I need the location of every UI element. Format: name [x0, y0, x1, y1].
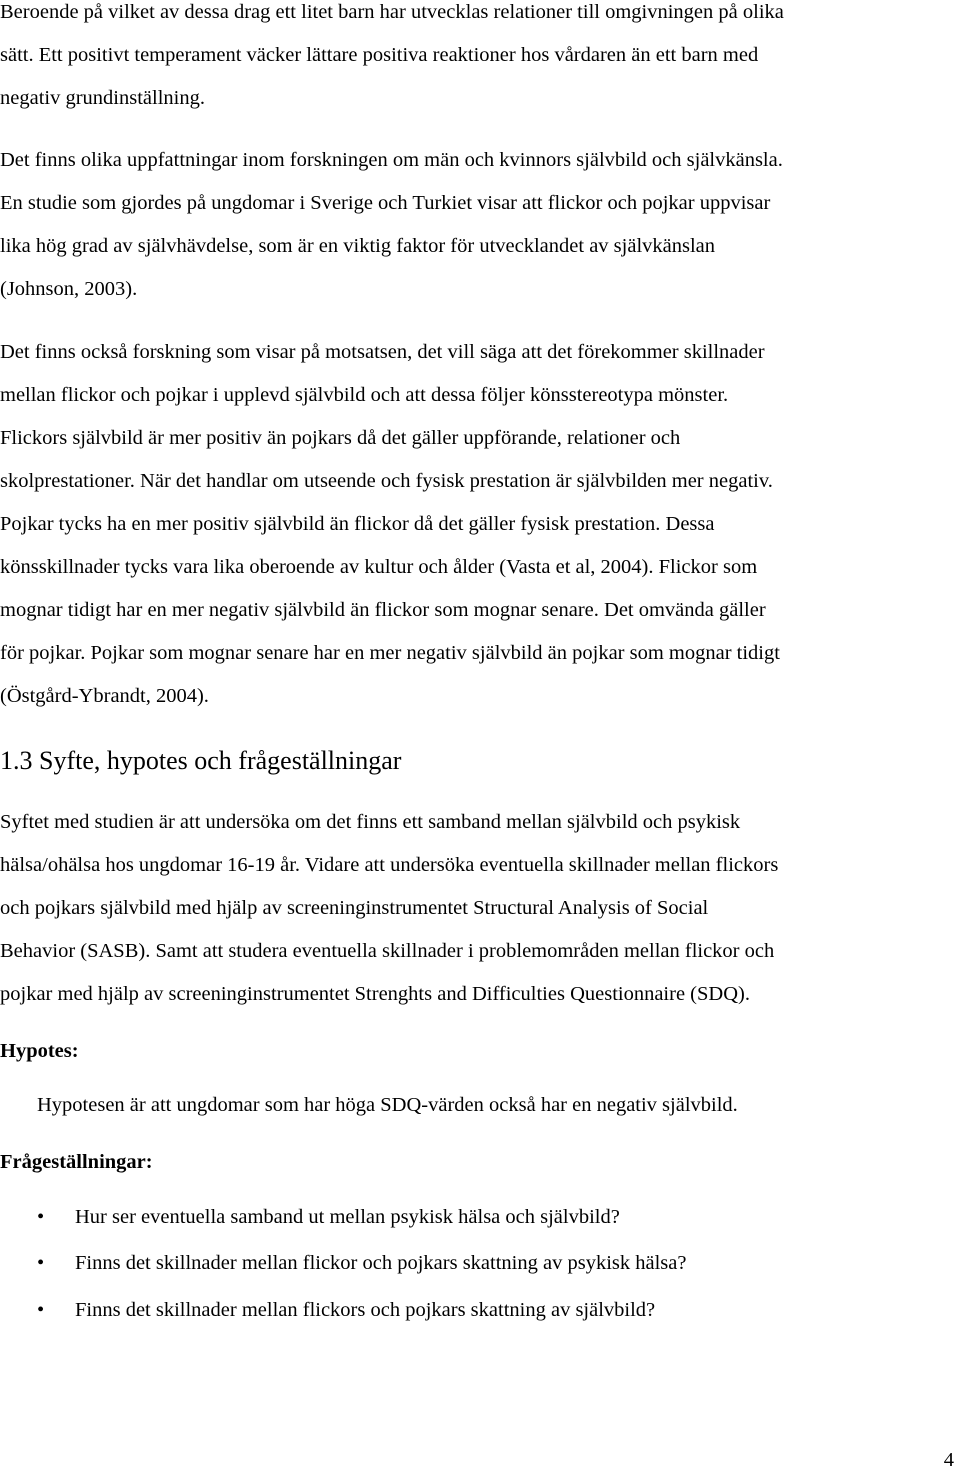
text-line: hälsa/ohälsa hos ungdomar 16-19 år. Vidare att undersöka eventuella skillnader mellan flickors	[0, 854, 779, 876]
text-line: för pojkar. Pojkar som mognar senare har en mer negativ självbild än pojkar som mognar tidigt	[0, 642, 780, 664]
text-line: Det finns också forskning som visar på motsatsen, det vill säga att det förekommer skillnader	[0, 341, 765, 363]
hypotes-text: Hypotesen är att ungdomar som har höga SDQ-värden också har en negativ självbild.	[37, 1094, 738, 1116]
bullet-icon: •	[37, 1252, 45, 1274]
text-line: Beroende på vilket av dessa drag ett litet barn har utvecklas relationer till omgivningen på olika	[0, 1, 784, 23]
text-line: Flickors självbild är mer positiv än pojkars då det gäller uppförande, relationer och	[0, 427, 681, 449]
text-line: sätt. Ett positivt temperament väcker lättare positiva reaktioner hos vårdaren än ett barn med	[0, 44, 759, 66]
text-line: pojkar med hjälp av screeninginstrumentet Strenghts and Difficulties Questionnaire (SDQ).	[0, 983, 750, 1005]
hypotes-heading: Hypotes:	[0, 1040, 79, 1062]
fragestallningar-heading: Frågeställningar:	[0, 1151, 153, 1173]
question-text: Finns det skillnader mellan flickors och pojkars skattning av självbild?	[75, 1299, 656, 1321]
text-line: En studie som gjordes på ungdomar i Sverige och Turkiet visar att flickor och pojkar uppvisar	[0, 192, 771, 214]
text-line: (Johnson, 2003).	[0, 278, 138, 300]
text-line: Det finns olika uppfattningar inom forskningen om män och kvinnors självbild och självkänsla.	[0, 149, 783, 171]
text-line: könsskillnader tycks vara lika oberoende av kultur och ålder (Vasta et al, 2004). Flickor som	[0, 556, 758, 578]
text-line: mellan flickor och pojkar i upplevd självbild och att dessa följer könsstereotypa mönster.	[0, 384, 729, 406]
bullet-icon: •	[37, 1299, 45, 1321]
text-line: mognar tidigt har en mer negativ självbild än flickor som mognar senare. Det omvända gäller	[0, 599, 766, 621]
section-heading: 1.3 Syfte, hypotes och frågeställningar	[0, 746, 402, 775]
text-line: och pojkars självbild med hjälp av screeninginstrumentet Structural Analysis of Social	[0, 897, 709, 919]
text-line: Syftet med studien är att undersöka om det finns ett samband mellan självbild och psykisk	[0, 811, 741, 833]
text-line: Behavior (SASB). Samt att studera eventuella skillnader i problemområden mellan flickor och	[0, 940, 775, 962]
text-line: lika hög grad av självhävdelse, som är en viktig faktor för utvecklandet av självkänslan	[0, 235, 716, 257]
text-line: skolprestationer. När det handlar om utseende och fysisk prestation är självbilden mer negativ.	[0, 470, 773, 492]
text-line: Pojkar tycks ha en mer positiv självbild än flickor då det gäller fysisk prestation. Dessa	[0, 513, 715, 535]
page-number: 4	[943, 1449, 954, 1471]
bullet-icon: •	[37, 1206, 45, 1228]
question-text: Hur ser eventuella samband ut mellan psykisk hälsa och självbild?	[75, 1206, 620, 1228]
question-text: Finns det skillnader mellan flickor och pojkars skattning av psykisk hälsa?	[75, 1252, 687, 1274]
text-line: (Östgård-Ybrandt, 2004).	[0, 685, 209, 707]
text-line: negativ grundinställning.	[0, 87, 205, 109]
